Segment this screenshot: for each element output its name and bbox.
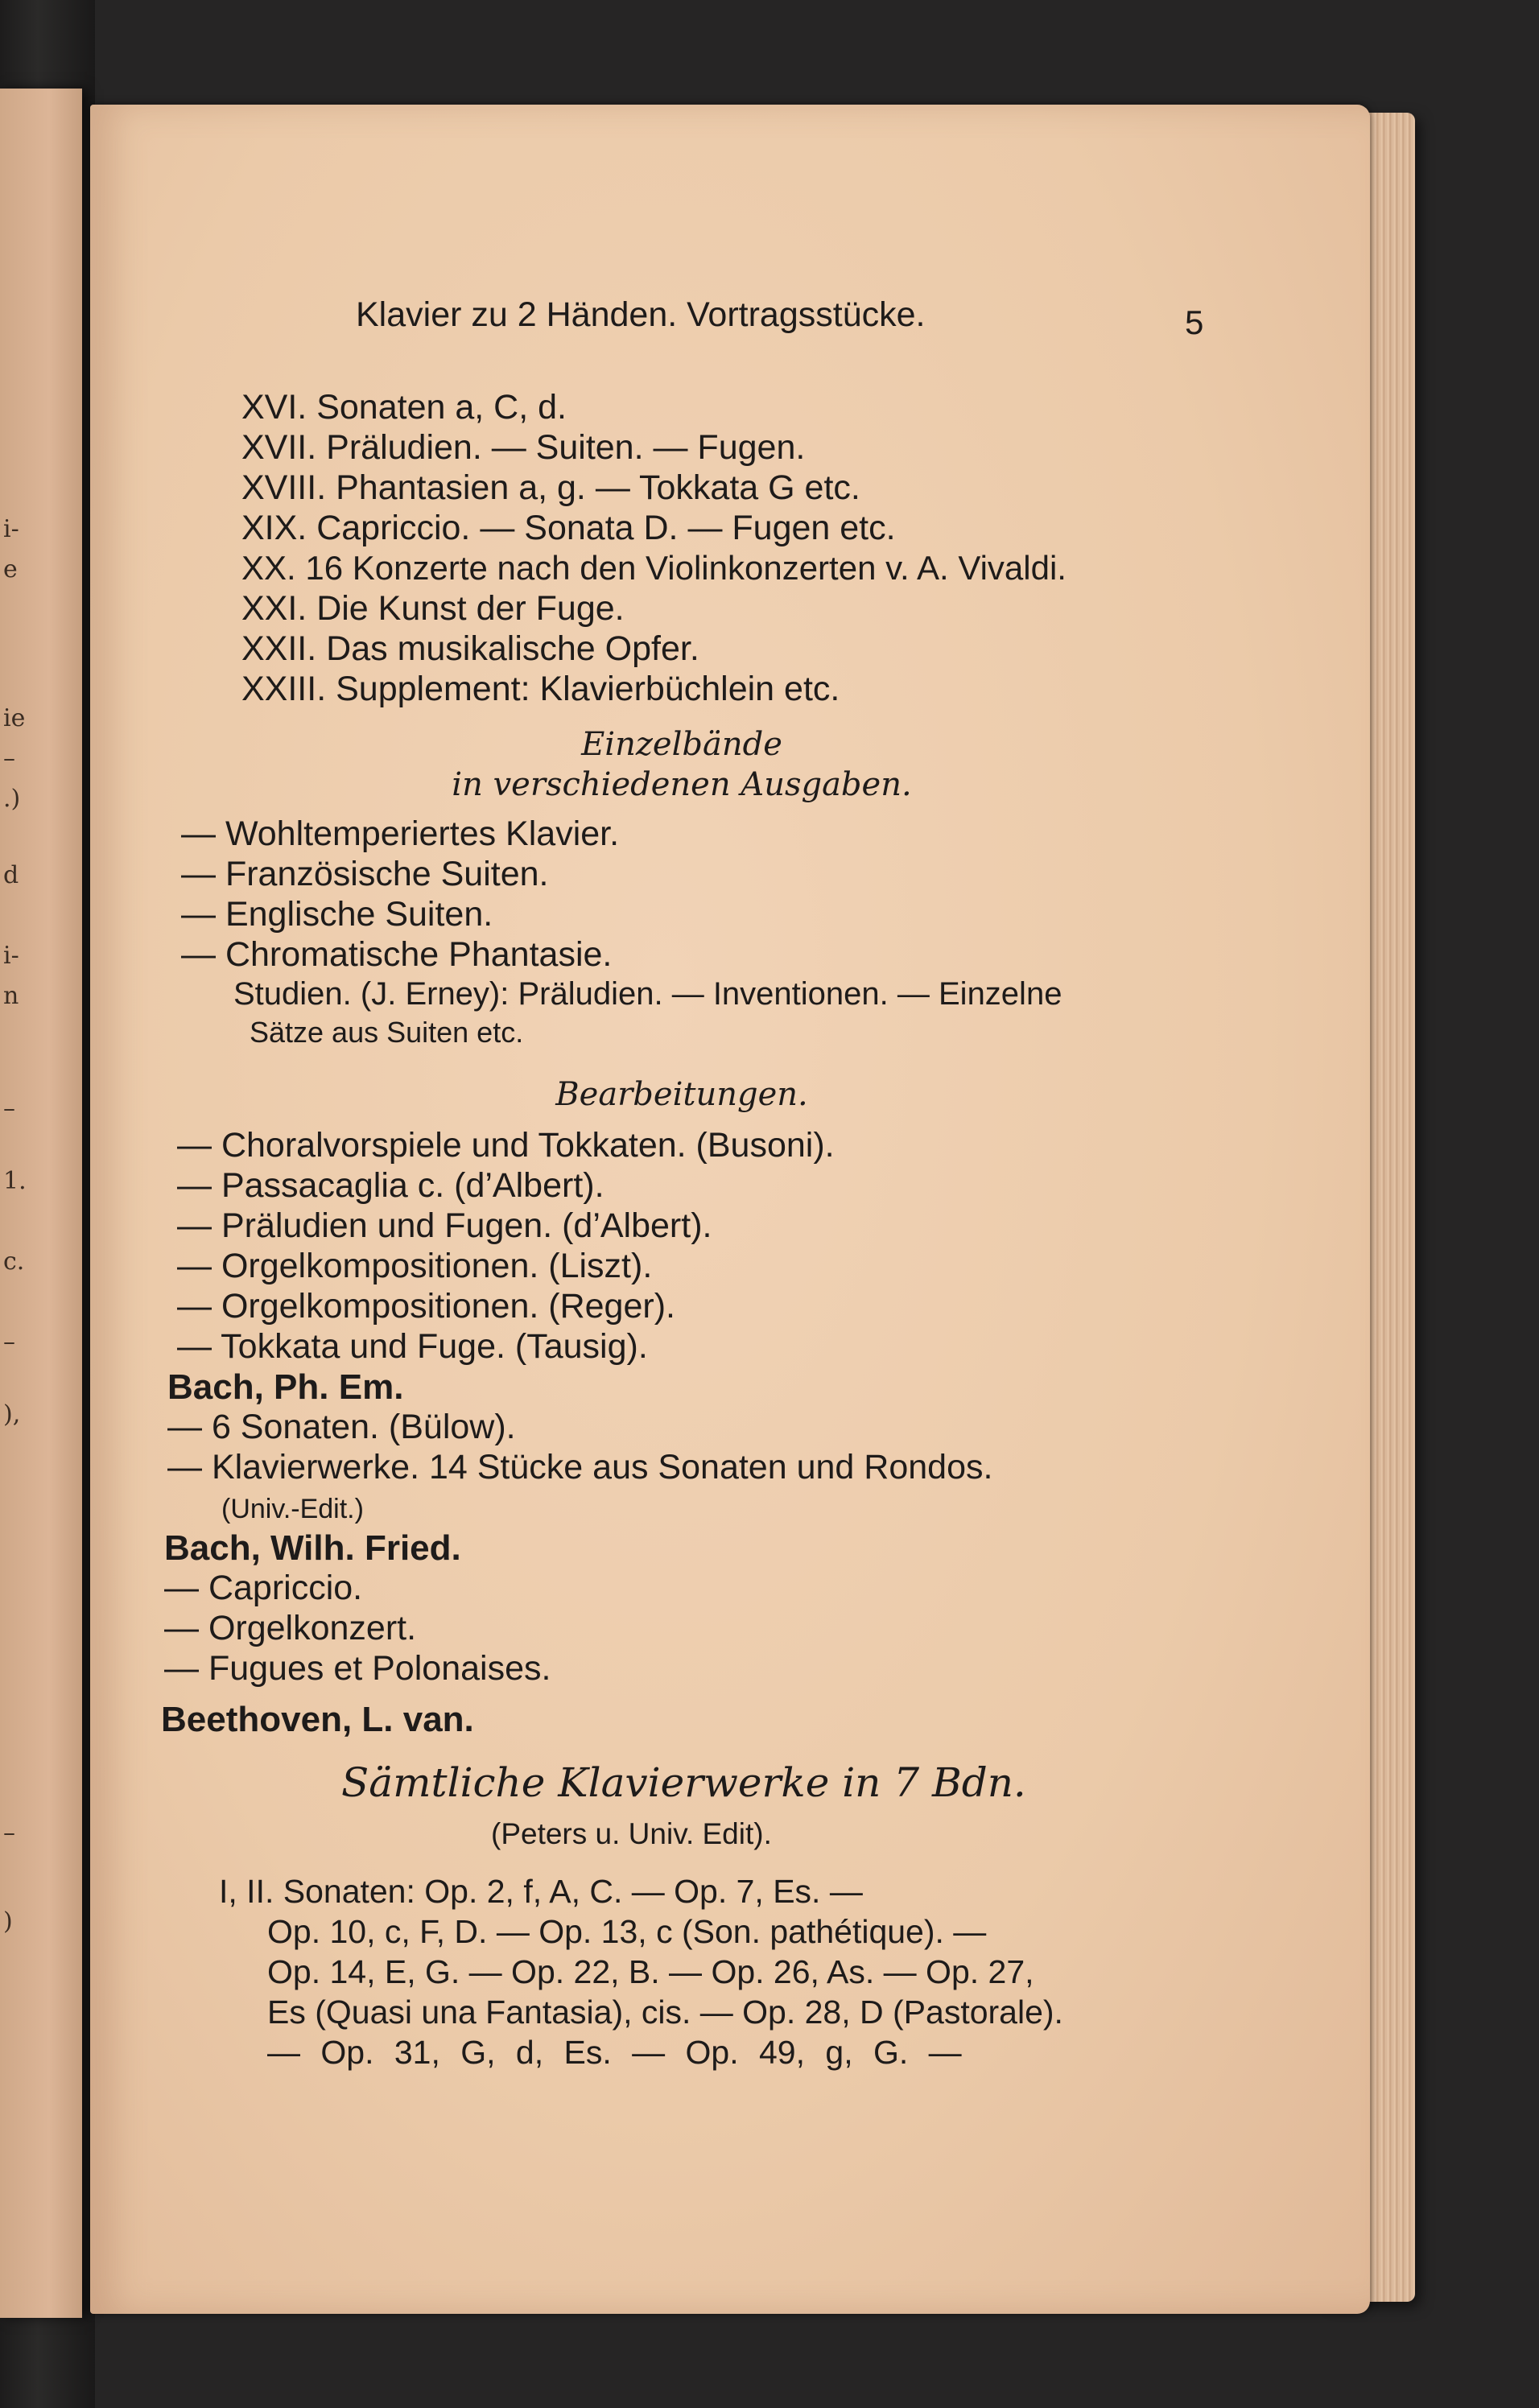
text-line: — Passacaglia c. (d’Albert). — [177, 1166, 604, 1205]
text-line: XVIII. Phantasien a, g. — Tokkata G etc. — [241, 468, 860, 507]
text-line: — Tokkata und Fuge. (Tausig). — [177, 1327, 648, 1366]
margin-fragment: – — [3, 744, 15, 773]
margin-fragment: – — [3, 1095, 15, 1123]
composer-heading: Beethoven, L. van. — [161, 1700, 474, 1739]
text-line: — Orgelkompositionen. (Reger). — [177, 1287, 675, 1326]
text-line: Sätze aus Suiten etc. — [250, 1016, 524, 1049]
text-line: Studien. (J. Erney): Präludien. — Inventionen. — Einzelne — [233, 976, 1062, 1012]
margin-fragment: ) — [3, 1907, 13, 1936]
text-line: Es (Quasi una Fantasia), cis. — Op. 28, D (Pastorale). — [267, 1994, 1063, 2031]
margin-fragment: ), — [3, 1400, 21, 1429]
text-line: — Chromatische Phantasie. — [181, 935, 613, 974]
text-line: — Capriccio. — [164, 1569, 363, 1607]
margin-fragment: n — [3, 982, 19, 1010]
text-line: Op. 10, c, F, D. — Op. 13, c (Son. pathétique). — — [267, 1913, 987, 1950]
text-line: XIX. Capriccio. — Sonata D. — Fugen etc. — [241, 509, 896, 547]
text-line: — Englische Suiten. — [181, 895, 493, 934]
margin-fragment: d — [3, 861, 19, 889]
text-line: — Präludien und Fugen. (d’Albert). — [177, 1206, 712, 1245]
text-line: XVII. Präludien. — Suiten. — Fugen. — [241, 428, 806, 467]
margin-fragment: i- — [3, 515, 19, 543]
previous-page-edge — [0, 89, 82, 2318]
margin-fragment: ie — [3, 704, 26, 732]
volume-heading: Sämtliche Klavierwerke in 7 Bdn. — [341, 1759, 1026, 1806]
text-line: Op. 14, E, G. — Op. 22, B. — Op. 26, As. — Op. 27, — [267, 1953, 1034, 1990]
margin-fragment: e — [3, 555, 18, 583]
section-heading: Bearbeitungen. — [555, 1076, 808, 1113]
text-line: — Klavierwerke. 14 Stücke aus Sonaten und Rondos. — [167, 1448, 993, 1486]
text-line: — Choralvorspiele und Tokkaten. (Busoni). — [177, 1126, 835, 1165]
section-heading: in verschiedenen Ausgaben. — [452, 766, 912, 803]
margin-fragment: – — [3, 1328, 15, 1356]
text-line: XVI. Sonaten a, C, d. — [241, 388, 567, 427]
margin-fragment: 1. — [3, 1167, 27, 1195]
text-line: XXII. Das musikalische Opfer. — [241, 629, 699, 668]
text-line: XXI. Die Kunst der Fuge. — [241, 589, 625, 628]
page-number: 5 — [1185, 303, 1204, 341]
text-line: — Orgelkompositionen. (Liszt). — [177, 1247, 653, 1285]
text-line: (Univ.-Edit.) — [221, 1494, 364, 1524]
section-heading: Einzelbände — [581, 726, 782, 763]
text-line: — Orgelkonzert. — [164, 1609, 417, 1647]
edition-note: (Peters u. Univ. Edit). — [491, 1817, 772, 1850]
margin-fragment: c. — [3, 1247, 25, 1276]
composer-heading: Bach, Wilh. Fried. — [164, 1528, 461, 1568]
text-line: — Wohltemperiertes Klavier. — [181, 814, 620, 853]
book-page — [90, 105, 1370, 2314]
margin-fragment: i- — [3, 942, 19, 970]
text-line: — Fugues et Polonaises. — [164, 1649, 551, 1688]
text-line: — Französische Suiten. — [181, 855, 549, 893]
margin-fragment: .) — [3, 785, 21, 813]
text-line: XXIII. Supplement: Klavierbüchlein etc. — [241, 670, 840, 708]
text-line: I, II. Sonaten: Op. 2, f, A, C. — Op. 7, Es. — — [219, 1873, 863, 1910]
running-header-title: Klavier zu 2 Händen. Vortragsstücke. — [356, 295, 926, 334]
text-line: — 6 Sonaten. (Bülow). — [167, 1408, 516, 1446]
margin-fragment: – — [3, 1819, 15, 1847]
text-line: — Op. 31, G, d, Es. — Op. 49, g, G. — — [267, 2034, 962, 2071]
text-line: XX. 16 Konzerte nach den Violinkonzerten v. A. Vivaldi. — [241, 549, 1067, 587]
composer-heading: Bach, Ph. Em. — [167, 1367, 404, 1407]
